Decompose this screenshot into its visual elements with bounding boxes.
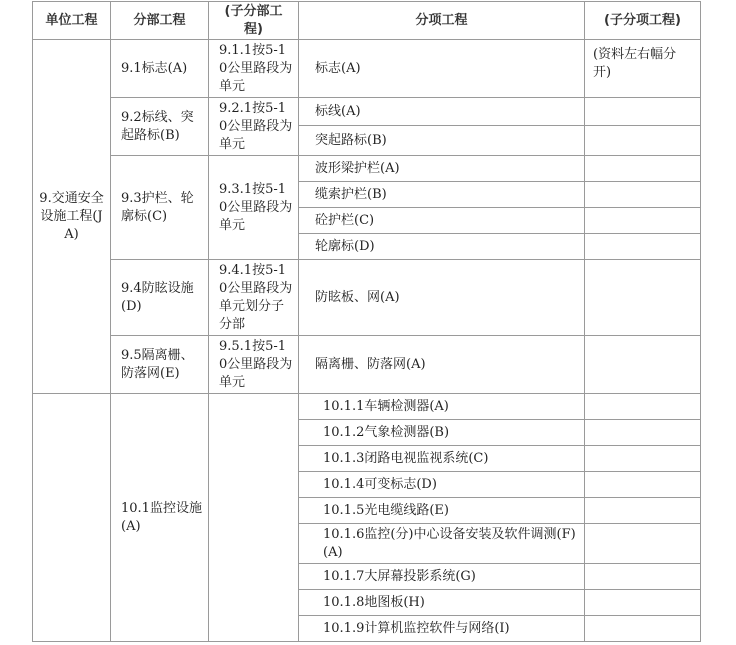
item-cell: 标线(A) — [299, 98, 585, 126]
sub-division-cell: 9.5.1按5-10公里路段为单元 — [209, 336, 299, 394]
table-row — [33, 260, 701, 336]
sub-division-cell: 9.2.1按5-10公里路段为单元 — [209, 98, 299, 156]
sub-item-cell — [585, 98, 701, 126]
sub-item-cell — [585, 336, 701, 394]
construction-division-table — [32, 1, 701, 642]
sub-item-cell — [585, 156, 701, 182]
item-cell: 突起路标(B) — [299, 126, 585, 156]
sub-item-cell — [585, 126, 701, 156]
sub-item-cell — [585, 472, 701, 498]
table-row — [33, 156, 701, 182]
sub-item-cell — [585, 616, 701, 642]
division-cell: 9.4防眩设施(D) — [111, 260, 209, 336]
division-cell: 9.1标志(A) — [111, 40, 209, 98]
table-row — [33, 336, 701, 394]
sub-division-cell: 9.3.1按5-10公里路段为单元 — [209, 156, 299, 260]
division-cell: 9.2标线、突起路标(B) — [111, 98, 209, 156]
item-cell: 10.1.5光电缆线路(E) — [299, 498, 585, 524]
header-sub-item-project: (子分项工程) — [585, 2, 701, 40]
sub-division-cell: 9.4.1按5-10公里路段为单元划分子分部 — [209, 260, 299, 336]
item-cell: 10.1.3闭路电视监视系统(C) — [299, 446, 585, 472]
item-cell: 10.1.9计算机监控软件与网络(I) — [299, 616, 585, 642]
item-cell: 砼护栏(C) — [299, 208, 585, 234]
header-item-project: 分项工程 — [299, 2, 585, 40]
sub-item-cell — [585, 420, 701, 446]
sub-item-cell — [585, 590, 701, 616]
unit-project-cell — [33, 394, 111, 642]
item-cell: 隔离栅、防落网(A) — [299, 336, 585, 394]
table-header-row — [33, 2, 701, 40]
sub-item-cell — [585, 260, 701, 336]
item-cell: 10.1.2气象检测器(B) — [299, 420, 585, 446]
sub-item-cell — [585, 234, 701, 260]
item-cell: 10.1.7大屏幕投影系统(G) — [299, 564, 585, 590]
table-row — [33, 98, 701, 126]
item-cell: 防眩板、网(A) — [299, 260, 585, 336]
sub-division-cell — [209, 394, 299, 642]
sub-item-cell — [585, 564, 701, 590]
sub-item-cell — [585, 208, 701, 234]
item-cell: 10.1.1车辆检测器(A) — [299, 394, 585, 420]
item-cell: 10.1.8地图板(H) — [299, 590, 585, 616]
sub-item-cell: (资料左右幅分开) — [585, 40, 701, 98]
header-division-project: 分部工程 — [111, 2, 209, 40]
table-row — [33, 40, 701, 98]
item-cell: 标志(A) — [299, 40, 585, 98]
item-cell: 10.1.6监控(分)中心设备安装及软件调测(F)(A) — [299, 524, 585, 564]
sub-division-cell: 9.1.1按5-10公里路段为单元 — [209, 40, 299, 98]
sub-item-cell — [585, 394, 701, 420]
item-cell: 波形梁护栏(A) — [299, 156, 585, 182]
sub-item-cell — [585, 498, 701, 524]
unit-project-cell: 9.交通安全设施工程(JA) — [33, 40, 111, 394]
header-sub-division-project: (子分部工程) — [209, 2, 299, 40]
table-row — [33, 394, 701, 420]
header-unit-project: 单位工程 — [33, 2, 111, 40]
sub-item-cell — [585, 446, 701, 472]
item-cell: 轮廓标(D) — [299, 234, 585, 260]
sub-item-cell — [585, 524, 701, 564]
division-cell: 10.1监控设施(A) — [111, 394, 209, 642]
sub-item-cell — [585, 182, 701, 208]
division-cell: 9.5隔离栅、防落网(E) — [111, 336, 209, 394]
item-cell: 缆索护栏(B) — [299, 182, 585, 208]
division-cell: 9.3护栏、轮廓标(C) — [111, 156, 209, 260]
item-cell: 10.1.4可变标志(D) — [299, 472, 585, 498]
